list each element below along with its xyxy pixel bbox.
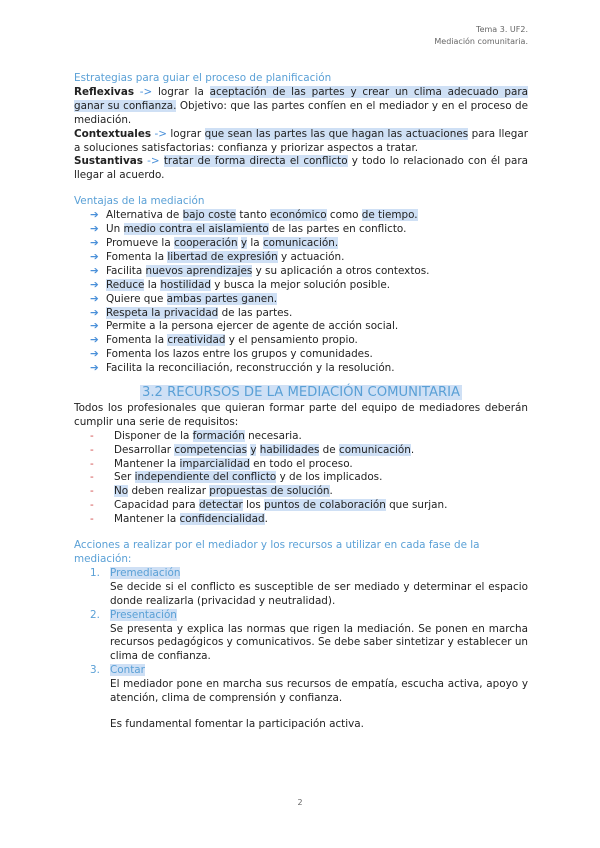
requirement-item-7 [90,513,528,527]
highlighted-text: confidencialidad [179,513,265,526]
phase-number: 2. [90,608,100,621]
plain-text: la [247,236,263,249]
arrow-bullet-icon: ➔ [90,209,99,222]
requirement-item-5 [90,485,528,499]
highlighted-text: competencias [174,443,248,456]
plain-text: en todo el proceso. [249,457,353,470]
strategy-text: lograr la [158,85,210,98]
plain-text: Mantener la [114,513,180,526]
advantage-item-11 [90,348,528,362]
strategy-text: Objetivo: que las partes confíen en el mediador y en el proceso de mediación. [74,99,529,126]
arrow-bullet-icon: ➔ [90,362,99,375]
header-line-1: Tema 3. UF2. [476,25,528,34]
highlighted-text: ambas partes ganen. [166,292,278,305]
advantage-item-2 [90,223,528,237]
strategy-reflexivas [74,86,528,128]
advantage-item-3 [90,237,528,251]
dash-bullet: - [90,457,94,470]
advantage-item-12 [90,362,528,376]
highlighted-text: nuevos aprendizajes [145,264,253,277]
plain-text: Permite a la persona ejercer de agente de acción social. [106,320,399,333]
page-number: 2 [297,798,303,807]
plain-text: Un [106,223,124,236]
advantage-item-10 [90,334,528,348]
plain-text: la [144,278,161,291]
plain-text: . [410,443,415,456]
highlighted-text: creatividad [167,334,226,347]
highlighted-text: y [240,236,248,249]
phases-list [74,567,528,706]
highlighted-text: tratar de forma directa el conflicto [163,155,348,168]
strategy-arrow: -> [134,85,159,98]
advantage-item-8 [90,307,528,321]
dash-bullet: - [90,499,94,512]
requirement-item-4 [90,471,528,485]
dash-bullet: - [90,429,94,442]
strategies-title: Estrategias para guiar el proceso de planificación [74,72,332,84]
phase-title: Contar [110,664,145,677]
plain-text: tanto [236,209,271,222]
highlighted-text: económico [270,209,327,222]
advantage-item-7 [90,293,528,307]
requirement-item-1 [90,430,528,444]
header-line-2: Mediación comunitaria. [434,37,528,46]
arrow-bullet-icon: ➔ [90,348,99,361]
plain-text: y busca la mejor solución posible. [210,278,391,291]
dash-bullet: - [90,443,94,456]
arrow-bullet-icon: ➔ [90,236,99,249]
arrow-bullet-icon: ➔ [90,250,99,263]
strategy-text: para llegar a soluciones satisfactorias: confianza y priorizar aspectos a tratar. [74,127,529,154]
advantage-item-5 [90,265,528,279]
highlighted-text: imparcialidad [179,457,250,470]
phase-title: Presentación [110,608,177,621]
strategy-term: Reflexivas [74,85,135,98]
plain-text: deben realizar [128,485,210,498]
phase-item-1 [90,567,528,609]
plain-text: necesaria. [244,429,302,442]
plain-text: de [319,443,339,456]
highlighted-text: propuestas de solución [209,485,330,498]
plain-text: los [242,499,265,512]
advantages-list [74,209,528,376]
plain-text: Promueve la [106,236,174,249]
highlighted-text: detectar [198,499,243,512]
advantages-title: Ventajas de la mediación [74,195,205,208]
strategy-term: Contextuales [74,127,152,140]
highlighted-text: hostilidad [160,278,211,291]
strategy-text: y todo lo relacionado con él para llegar al acuerdo. [74,155,529,182]
plain-text: Disponer de la [114,429,193,442]
arrow-bullet-icon: ➔ [90,278,99,291]
plain-text: como [326,209,362,222]
highlighted-text: cooperación [174,236,238,249]
arrow-bullet-icon: ➔ [90,320,99,333]
highlighted-text: de tiempo. [361,209,418,222]
arrow-bullet-icon: ➔ [90,264,99,277]
strategy-term: Sustantivas [74,155,143,168]
plain-text: Facilita la reconciliación, reconstrucción y la resolución. [106,362,395,375]
phase-body: Se decide si el conflicto es susceptible de ser mediado y determinar el espacio donde realizarla (privacidad y neutralidad). [110,580,528,607]
highlighted-text: libertad de expresión [167,250,278,263]
requirements-list [74,430,528,527]
phase-number: 1. [90,566,100,579]
strategy-text: lograr [170,127,205,140]
plain-text: de las partes en conflicto. [268,223,407,236]
plain-text: y de los implicados. [276,471,383,484]
dash-bullet: - [90,485,94,498]
phase-title: Premediación [110,566,181,579]
plain-text: de las partes. [218,306,293,319]
plain-text: Desarrollar [114,443,175,456]
plain-text: Fomenta la [106,334,168,347]
plain-text: que surjan. [385,499,448,512]
strategy-contextuales [74,128,528,156]
dash-bullet: - [90,471,94,484]
advantage-item-6 [90,279,528,293]
plain-text: y actuación. [277,250,345,263]
highlighted-text: aceptación de las partes y crear un clima adecuado para ganar su confianza. [74,85,528,112]
highlighted-text: comunicación [338,443,411,456]
requirement-item-2 [90,444,528,458]
resources-intro: Todos los profesionales que quieran formar parte del equipo de mediadores deberán cumplir una serie de requisitos: [74,401,528,428]
section-heading-text: 3.2 RECURSOS DE LA MEDIACIÓN COMUNITARIA [141,385,461,401]
plain-text: Alternativa de [106,209,183,222]
actions-title: Acciones a realizar por el mediador y los recursos a utilizar en cada fase de la mediación: [74,539,480,565]
highlighted-text: que sean las partes las que hagan las actuaciones [204,127,469,140]
highlighted-text: formación [192,429,245,442]
plain-text: Quiere que [106,292,167,305]
arrow-bullet-icon: ➔ [90,223,99,236]
arrow-bullet-icon: ➔ [90,292,99,305]
advantage-item-4 [90,251,528,265]
highlighted-text: independiente del conflicto [134,471,277,484]
plain-text: Facilita [106,264,146,277]
phase-item-2 [90,609,528,665]
plain-text: Capacidad para [114,499,199,512]
strategy-sustantivas [74,155,528,183]
highlighted-text: y [250,443,257,456]
plain-text: Mantener la [114,457,180,470]
highlighted-text: comunicación. [262,236,339,249]
highlighted-text: puntos de colaboración [264,499,386,512]
highlighted-text: Respeta la privacidad [106,306,219,319]
dash-bullet: - [90,513,94,526]
plain-text: Fomenta la [106,250,168,263]
requirement-item-6 [90,499,528,513]
phase-body: El mediador pone en marcha sus recursos de empatía, escucha activa, apoyo y atención, clima de comprensión y confianza. [110,678,528,705]
closing-text: Es fundamental fomentar la participación activa. [110,717,364,730]
strategy-arrow: -> [142,155,164,168]
advantage-item-9 [90,320,528,334]
plain-text: Ser [114,471,135,484]
highlighted-text: habilidades [259,443,320,456]
page-header [434,24,528,48]
highlighted-text: bajo coste [182,209,237,222]
phase-body: Se presenta y explica las normas que rigen la mediación. Se ponen en marcha recursos pedagógicos y comunicativos. Se debe saber sintetizar y establecer un clima de confianza. [110,622,528,663]
highlighted-text: medio contra el aislamiento [123,223,269,236]
highlighted-text: Reduce [106,278,145,291]
phase-item-3 [90,664,528,706]
strategy-arrow: -> [151,127,171,140]
plain-text: . [329,485,333,498]
page-content [74,72,528,732]
plain-text: y su aplicación a otros contextos. [252,264,430,277]
advantage-item-1 [90,209,528,223]
arrow-bullet-icon: ➔ [90,334,99,347]
plain-text: . [264,513,268,526]
plain-text: y el pensamiento propio. [225,334,358,347]
requirement-item-3 [90,458,528,472]
arrow-bullet-icon: ➔ [90,306,99,319]
highlighted-text: No [114,485,129,498]
phase-number: 3. [90,664,100,677]
plain-text: Fomenta los lazos entre los grupos y comunidades. [106,348,373,361]
section-heading-resources [74,386,528,400]
